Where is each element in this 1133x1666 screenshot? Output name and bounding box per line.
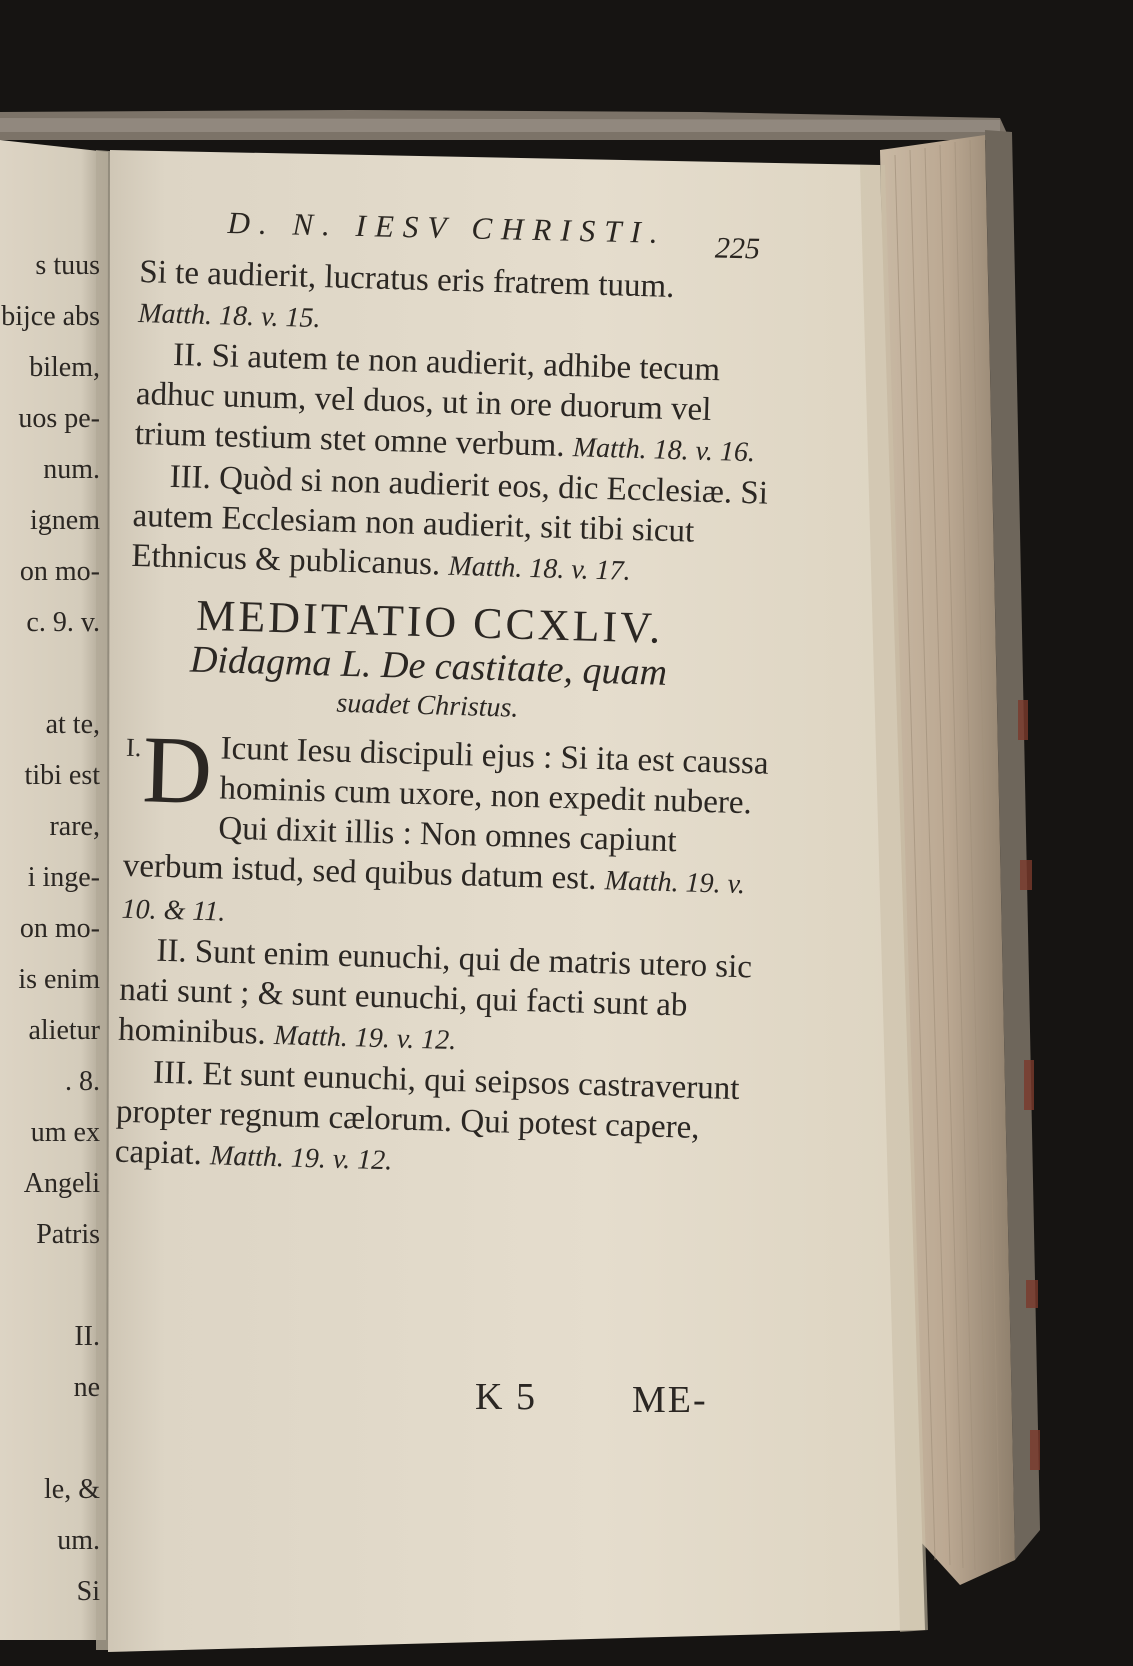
verso-line: on mo- bbox=[19, 556, 100, 587]
verso-page-fragments bbox=[0, 240, 106, 1617]
scripture-reference: Matth. 18. v. 15. bbox=[137, 297, 321, 335]
scripture-reference: Matth. 18. v. 16. bbox=[572, 432, 756, 469]
paragraph bbox=[121, 715, 776, 948]
verso-line: at te, bbox=[45, 709, 100, 740]
verso-line: tibi est bbox=[24, 760, 100, 791]
scripture-reference: Matth. 19. v. 12. bbox=[273, 1020, 457, 1057]
paragraph-number: III. bbox=[152, 1054, 195, 1092]
paragraph-text: Quòd si non audierit eos, dic Ecclesiæ. Si autem Ecclesiam non audierit, sit tibi sicut Ethnicus & publicanus. bbox=[131, 460, 769, 583]
paragraph bbox=[131, 456, 784, 596]
verso-line: c. 9. v. bbox=[26, 607, 100, 638]
verso-line: rare, bbox=[49, 811, 100, 842]
meditatio-title: MEDITATIO CCXLIV. bbox=[195, 590, 664, 653]
verso-line: . 8. bbox=[65, 1066, 100, 1097]
paragraph-number: III. bbox=[169, 458, 212, 497]
paragraph-text: Icunt Iesu discipuli ejus : Si ita est caussa hominis cum uxore, non expedit nubere. Qui dixit illis : Non omnes capiunt verbum istud, sed quibus datum est. bbox=[122, 730, 770, 897]
paragraph-number: II. bbox=[172, 336, 204, 374]
drop-cap: D bbox=[141, 715, 214, 825]
paragraph-text: Et sunt eunuchi, qui seipsos castraverunt propter regnum cælorum. Qui potest capere, capiat. bbox=[114, 1056, 740, 1173]
running-head: D. N. IESV CHRISTI. bbox=[227, 205, 667, 250]
verso-line: is enim bbox=[18, 964, 100, 995]
paragraph-number: I. bbox=[125, 732, 142, 763]
verso-line: Patris bbox=[36, 1219, 100, 1250]
verso-line: s tuus bbox=[35, 250, 100, 281]
paragraph-text: Si autem te non audierit, adhibe tecum adhuc unum, vel duos, ut in ore duorum vel trium testium stet omne verbum. bbox=[134, 338, 721, 464]
verso-line: num. bbox=[43, 454, 100, 485]
page-number: 225 bbox=[714, 231, 761, 266]
verso-line: bilem, bbox=[29, 352, 100, 383]
verso-line: alietur bbox=[28, 1015, 100, 1046]
verso-line bbox=[0, 648, 100, 699]
verso-line: on mo- bbox=[19, 913, 100, 944]
catchword: ME- bbox=[632, 1379, 708, 1421]
verso-line: le, & bbox=[44, 1474, 100, 1505]
scripture-reference: Matth. 19. v. 10. & 11. bbox=[121, 865, 746, 928]
paragraph bbox=[134, 334, 787, 474]
verso-line: i inge- bbox=[27, 862, 100, 893]
signature-mark: K 5 bbox=[475, 1376, 537, 1418]
scripture-reference: Matth. 18. v. 17. bbox=[448, 550, 632, 587]
paragraph-text: Si te audierit, lucratus eris fratrem tuum. bbox=[138, 253, 675, 305]
recto-body bbox=[114, 252, 789, 1192]
verso-line: Angeli bbox=[23, 1168, 100, 1199]
didagma-title: Didagma L. De castitate, quam bbox=[189, 638, 668, 694]
verso-line bbox=[0, 1413, 100, 1464]
paragraph bbox=[114, 1052, 767, 1192]
paragraph-number: II. bbox=[155, 932, 188, 970]
verso-line: Si bbox=[76, 1576, 100, 1607]
verso-line: um ex bbox=[30, 1117, 100, 1148]
verso-line: ignem bbox=[30, 505, 100, 536]
didagma-subtitle: suadet Christus. bbox=[336, 687, 519, 724]
verso-line bbox=[0, 1260, 100, 1311]
scripture-reference: Matth. 19. v. 12. bbox=[209, 1140, 393, 1177]
verso-line: II. bbox=[74, 1321, 100, 1352]
verso-line: uos pe- bbox=[18, 403, 100, 434]
verso-line: um. bbox=[57, 1525, 100, 1556]
verso-line: bijce abs bbox=[1, 301, 100, 332]
verso-line: ne bbox=[73, 1372, 100, 1403]
paragraph-text: Sunt enim eunuchi, qui de matris utero sic nati sunt ; & sunt eunuchi, qui facti sunt ab hominibus. bbox=[117, 933, 753, 1052]
paragraph bbox=[118, 930, 771, 1070]
